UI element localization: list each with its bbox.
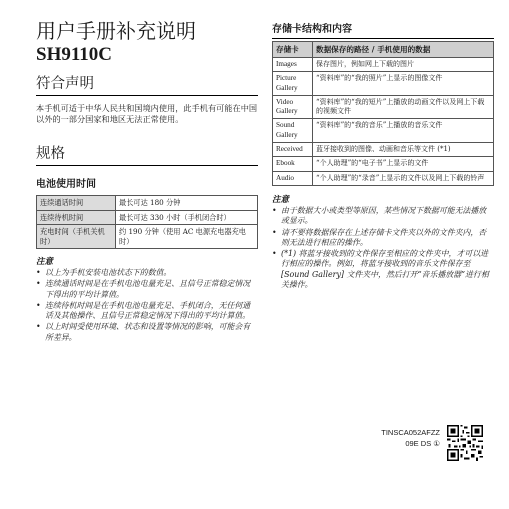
left-notes-list bbox=[36, 268, 258, 343]
compliance-heading: 符合声明 bbox=[36, 75, 258, 96]
folder-description: 蓝牙接收到的图像、动画和音乐等文件 (*1) bbox=[313, 143, 494, 157]
list-item: • 请不要将数据保存在上述存储卡文件夹以外的文件夹内，否则无法进行相应的操作。 bbox=[272, 228, 494, 249]
list-item: • (*1) 将蓝牙接收到的文件保存至相应的文件夹中，才可以进行相应的操作。例如，将蓝牙接收到的音乐文件保存至 [Sound Gallery] 文件夹中，然后打开“音乐播放器”进行相关操作。 bbox=[272, 249, 494, 290]
battery-heading: 电池使用时间 bbox=[36, 179, 96, 190]
qr-code-icon bbox=[447, 425, 483, 465]
part-number: TINSCA052AFZZ bbox=[381, 428, 440, 437]
battery-key: 连续待机时间 bbox=[37, 210, 116, 225]
folder-name: Images bbox=[273, 58, 313, 72]
table-row bbox=[273, 143, 494, 157]
battery-key: 充电时间（手机关机时） bbox=[37, 225, 116, 249]
folder-name: Received bbox=[273, 143, 313, 157]
table-row bbox=[273, 58, 494, 72]
left-column bbox=[36, 20, 258, 344]
folder-name: Sound Gallery bbox=[273, 119, 313, 143]
compliance-text: 本手机可适于中华人民共和国境内使用，此手机有可能在中国以外的一部分国家和地区无法正常使用。 bbox=[36, 103, 258, 124]
storage-heading: 存储卡结构和内容 bbox=[272, 24, 494, 39]
right-column bbox=[272, 24, 494, 291]
column-header: 数据保存的路径 / 手机使用的数据 bbox=[313, 42, 494, 58]
folder-description: “资料库”的“我的短片”上播放的动画文件以及网上下载的视频文件 bbox=[313, 95, 494, 119]
table-row bbox=[273, 157, 494, 171]
battery-value: 最长可达 180 分钟 bbox=[116, 196, 258, 211]
table-row bbox=[273, 119, 494, 143]
list-item: • 以上为手机安装电池状态下的数值。 bbox=[36, 268, 258, 278]
folder-name: Picture Gallery bbox=[273, 72, 313, 96]
folder-name: Video Gallery bbox=[273, 95, 313, 119]
model-number: SH9110C bbox=[36, 44, 113, 65]
list-item: • 连续通话时间是在手机电池电量充足、且信号正常稳定情况下得出的平均计算值。 bbox=[36, 279, 258, 300]
document-codes bbox=[330, 427, 440, 449]
folder-description: “资料库”的“我的音乐”上播放的音乐文件 bbox=[313, 119, 494, 143]
document-title: 用户手册补充说明 bbox=[36, 19, 196, 43]
list-item: • 连续待机时间是在手机电池电量充足、手机闭合，无任何通话及其他操作、且信号正常稳定情况下得出的平均计算值。 bbox=[36, 301, 258, 322]
table-row bbox=[37, 225, 258, 249]
right-notes-heading: 注意 bbox=[272, 194, 290, 205]
table-header-row bbox=[273, 42, 494, 58]
folder-name: Audio bbox=[273, 171, 313, 185]
storage-table bbox=[272, 41, 494, 186]
folder-description: “个人助理”的“电子书”上显示的文件 bbox=[313, 157, 494, 171]
battery-value: 约 190 分钟（使用 AC 电源充电器充电时） bbox=[116, 225, 258, 249]
table-row bbox=[273, 72, 494, 96]
edition-code: 09E DS ① bbox=[405, 439, 440, 448]
right-notes-list bbox=[272, 206, 494, 290]
specs-heading: 规格 bbox=[36, 145, 258, 166]
table-row bbox=[37, 196, 258, 211]
battery-value: 最长可达 330 小时（手机闭合时） bbox=[116, 210, 258, 225]
folder-description: “个人助理”的“录音”上显示的文件以及网上下载的铃声 bbox=[313, 171, 494, 185]
table-row bbox=[37, 210, 258, 225]
table-row bbox=[273, 171, 494, 185]
list-item: • 以上时间受使用环境、状态和设置等情况的影响，可能会有所差异。 bbox=[36, 322, 258, 343]
folder-name: Ebook bbox=[273, 157, 313, 171]
battery-key: 连续通话时间 bbox=[37, 196, 116, 211]
column-header: 存储卡 bbox=[273, 42, 313, 58]
battery-table bbox=[36, 195, 258, 249]
left-notes-heading: 注意 bbox=[36, 257, 54, 267]
folder-description: “资料库”的“我的照片”上显示的图像文件 bbox=[313, 72, 494, 96]
folder-description: 保存图片，例如网上下载的图片 bbox=[313, 58, 494, 72]
list-item: • 由于数据大小或类型等原因，某些情况下数据可能无法播放或显示。 bbox=[272, 206, 494, 227]
table-row bbox=[273, 95, 494, 119]
